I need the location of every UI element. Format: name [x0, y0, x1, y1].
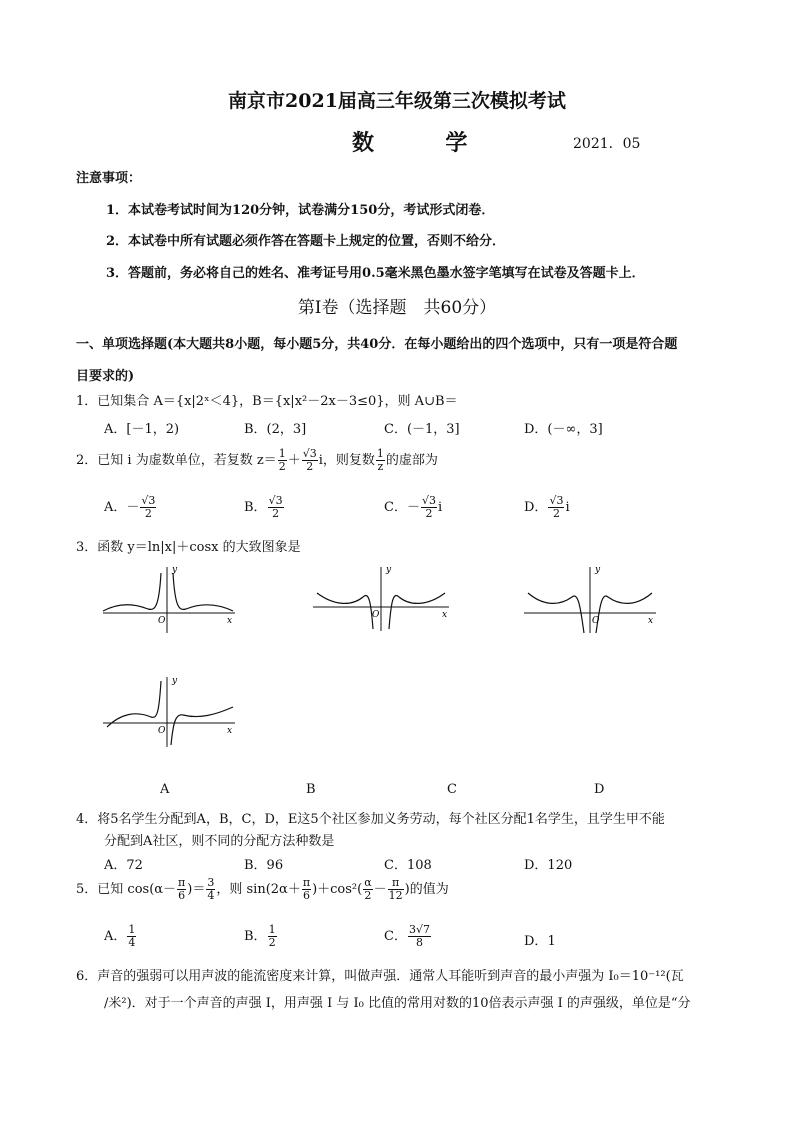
notice-item-1: 1．本试卷考试时间为120分钟，试卷满分150分，考试形式闭卷．: [106, 203, 495, 218]
origin-label: O: [158, 726, 166, 736]
graph-label-d: D: [594, 782, 605, 797]
frac-den: 2: [272, 507, 280, 520]
frac-num: √3: [549, 494, 564, 507]
question-number: 3．: [76, 540, 98, 555]
q1-option-a: A．[－1，2): [104, 422, 180, 437]
q5-option-d: [524, 930, 556, 949]
frac-den: 2: [268, 936, 276, 949]
question-5-stem: [76, 877, 449, 902]
axis-y-label: y: [595, 565, 601, 575]
option-label: A．: [104, 929, 127, 944]
question-2-stem: [76, 448, 438, 473]
axis-x-label: x: [648, 616, 654, 626]
question-number: 6．: [76, 969, 98, 984]
subject-title: [352, 126, 469, 157]
frac-den: 4: [128, 936, 136, 949]
q1-set-b: B＝{x|x²－2x－3≤0}: [252, 394, 385, 409]
frac-num: √3: [421, 494, 436, 507]
q5-option-c: [384, 924, 432, 949]
frac-den: 6: [302, 889, 310, 902]
subject-char-1: 数: [352, 130, 377, 156]
option-suffix: i: [565, 500, 570, 515]
q1-option-b: B．(2，3]: [244, 422, 307, 437]
axis-y-label: y: [172, 565, 178, 575]
option-suffix: i: [437, 500, 443, 515]
question-number: 2．: [76, 453, 98, 468]
frac-num: π: [388, 877, 404, 890]
q5-frac-pi-6b: [302, 877, 311, 902]
option-value: 1: [547, 934, 556, 949]
option-label: A．: [104, 500, 127, 515]
q1-sep: ，: [239, 394, 253, 409]
q5-minus: －: [373, 882, 387, 897]
frac-num: 1: [268, 923, 276, 936]
frac-num: 3: [207, 876, 215, 889]
section-heading-line1: 一、单项选择题(本大题共8小题，每小题5分，共40分．在每小题给出的四个选项中，只有一项是符合题: [76, 337, 678, 352]
q1-set-a: A＝{x|2ˣ＜4}: [153, 394, 240, 409]
frac-num: π: [302, 876, 311, 889]
option-fraction: [127, 924, 136, 949]
question-number: 5．: [76, 882, 98, 897]
q5-eq: )＝: [187, 882, 206, 897]
option-fraction: [268, 924, 277, 949]
graph-label-b: B: [306, 782, 316, 797]
question-number: 1．: [76, 394, 98, 409]
notice-item-2: 2．本试卷中所有试题必须作答在答题卡上规定的位置，否则不给分．: [106, 234, 506, 249]
graph-label-c: C: [447, 782, 457, 797]
q2-fraction-half: [278, 448, 287, 473]
subject-char-2: 学: [445, 130, 470, 156]
frac-num: 3√7: [408, 923, 430, 936]
q4-option-a: A．72: [104, 858, 143, 873]
frac-den: 6: [178, 889, 186, 902]
option-fraction: [421, 495, 437, 520]
question-4-line1: [76, 808, 665, 827]
frac-den: 2: [144, 507, 152, 520]
q5-text-3: )＋cos²(: [312, 882, 363, 897]
frac-den: 8: [415, 936, 423, 949]
origin-label: O: [372, 610, 380, 620]
axis-y-label: y: [172, 676, 178, 686]
volume-title: 第Ⅰ卷（选择题 共60分）: [297, 298, 497, 318]
axis-x-label: x: [227, 616, 233, 626]
option-label: C．: [384, 500, 407, 515]
frac-num: √3: [141, 494, 156, 507]
frac-num: π: [178, 876, 186, 889]
question-4-line2: 分配到A社区，则不同的分配方法种数是: [104, 834, 335, 849]
option-label: B．: [244, 929, 267, 944]
frac-num: 1: [278, 447, 286, 460]
q5-frac-3-4: [206, 877, 215, 902]
q2-fraction-root3: [302, 448, 318, 473]
q5-option-a: [104, 924, 137, 949]
option-sign: －: [406, 500, 420, 515]
q5-text: 已知 cos(α－: [97, 882, 177, 897]
frac-den: 12: [388, 889, 403, 902]
question-6-line1: [76, 965, 684, 984]
question-1-stem: [76, 390, 458, 409]
frac-num: α: [364, 876, 372, 889]
q2-option-d: [524, 495, 570, 520]
frac-den: 2: [552, 507, 560, 520]
axis-x-label: x: [442, 610, 448, 620]
option-sign: －: [126, 500, 140, 515]
q1-text: 已知集合: [97, 394, 150, 409]
frac-den: 2: [364, 889, 372, 902]
question-3-stem: [76, 536, 301, 555]
q5-text-2: ，则 sin(2α＋: [216, 882, 301, 897]
q4-option-c: C．108: [384, 858, 432, 873]
q5-option-b: [244, 924, 278, 949]
frac-num: √3: [302, 447, 317, 460]
frac-den: 2: [306, 460, 314, 473]
graph-label-a: A: [160, 782, 170, 797]
frac-den: z: [377, 460, 384, 473]
q6-text: 声音的强弱可以用声波的能流密度来计算，叫做声强．通常人耳能听到声音的最小声强为 I₀＝10⁻¹²(瓦: [97, 969, 684, 984]
q3-text: 函数 y＝ln|x|＋cosx 的大致图象是: [97, 540, 301, 555]
frac-num: √3: [268, 494, 283, 507]
option-fraction: [268, 495, 284, 520]
notice-item-3: 3．答题前，务必将自己的姓名、准考证号用0.5毫米黑色墨水签字笔填写在试卷及答题卡上．: [106, 266, 645, 281]
graph-d: [103, 673, 238, 749]
q5-frac-pi-6: [177, 877, 186, 902]
graph-b: [313, 563, 453, 635]
frac-den: 2: [425, 507, 433, 520]
origin-label: O: [158, 616, 166, 626]
q5-text-end: )的值为: [404, 882, 449, 897]
q2-text-end: 的虚部为: [385, 453, 438, 468]
q2-plus: ＋: [287, 453, 301, 468]
notice-heading: 注意事项：: [76, 171, 142, 186]
graph-a: [103, 563, 238, 635]
option-label: D．: [524, 934, 548, 949]
q5-frac-alpha-2: [363, 877, 372, 902]
origin-label: O: [592, 616, 600, 626]
axis-x-label: x: [227, 726, 233, 736]
option-label: D．: [524, 500, 548, 515]
question-6-line2: /米²)．对于一个声音的声强 I，用声强 I 与 I₀ 比值的常用对数的10倍表示声强 I 的声强级，单位是“分: [104, 996, 691, 1011]
option-fraction: [140, 495, 156, 520]
q1-text-end: ，则 A∪B＝: [384, 394, 458, 409]
frac-num: 1: [128, 923, 136, 936]
q4-option-d: D．120: [524, 858, 573, 873]
graph-c: [524, 563, 659, 635]
q1-option-c: C．(－1，3]: [384, 422, 460, 437]
q2-option-a: [104, 495, 157, 520]
frac-den: 4: [207, 889, 215, 902]
q2-option-b: [244, 495, 285, 520]
option-fraction: [548, 495, 564, 520]
q1-option-d: D．(－∞，3]: [524, 422, 603, 437]
axis-y-label: y: [386, 565, 392, 575]
exam-date: 2021．05: [573, 136, 641, 152]
q2-option-c: [384, 495, 442, 520]
q2-text: 已知 i 为虚数单位，若复数 z＝: [97, 453, 277, 468]
option-label: B．: [244, 500, 267, 515]
option-label: C．: [384, 929, 407, 944]
frac-num: 1: [376, 447, 384, 460]
exam-title: 南京市2021届高三年级第三次模拟考试: [228, 90, 566, 112]
q2-text-mid: i，则复数: [318, 453, 375, 468]
q4-option-b: B．96: [244, 858, 284, 873]
q4-text: 将5名学生分配到A，B，C，D，E这5个社区参加义务劳动，每个社区分配1名学生，且学生甲不能: [97, 812, 665, 827]
question-number: 4．: [76, 812, 98, 827]
frac-den: 2: [278, 460, 286, 473]
section-heading-line2: 目要求的): [76, 369, 135, 384]
q2-fraction-inv-z: [376, 448, 385, 473]
option-fraction: [408, 924, 431, 949]
q5-frac-pi-12: [388, 877, 404, 902]
